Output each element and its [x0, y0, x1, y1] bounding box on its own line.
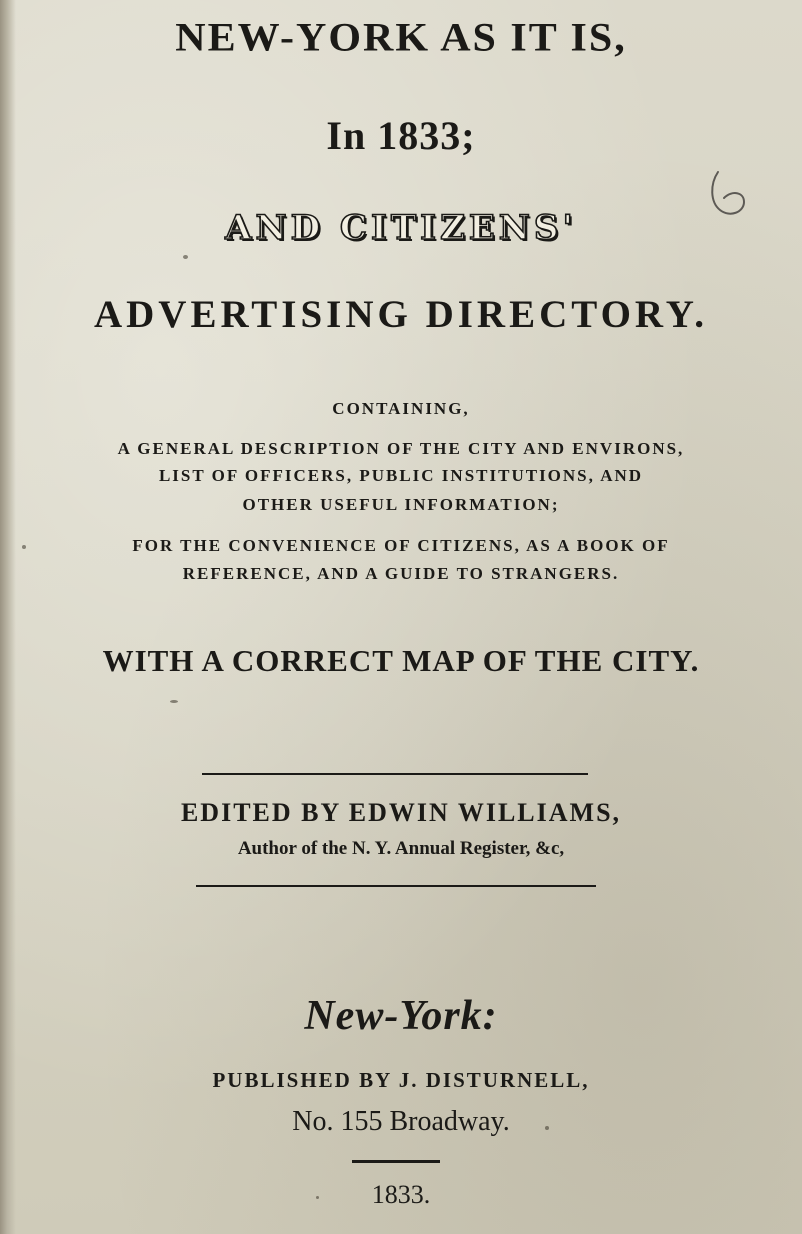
divider-rule	[196, 885, 596, 887]
editor-line: EDITED BY EDWIN WILLIAMS,	[180, 798, 622, 827]
publication-date: 1833.	[371, 1180, 431, 1209]
map-line: WITH A CORRECT MAP OF THE CITY.	[102, 643, 700, 678]
place-of-publication: New-York:	[304, 993, 498, 1039]
description-line: OTHER USEFUL INFORMATION;	[242, 495, 560, 514]
paper-speck	[545, 1126, 549, 1130]
description-line: A GENERAL DESCRIPTION OF THE CITY AND ENVIRONS,	[117, 439, 685, 458]
short-rule	[352, 1160, 440, 1163]
description-line: FOR THE CONVENIENCE OF CITIZENS, AS A BOOK OF	[132, 536, 670, 555]
paper-speck	[183, 255, 188, 259]
publisher-address: No. 155 Broadway.	[292, 1106, 510, 1137]
paper-speck	[170, 700, 178, 703]
year-line: In 1833;	[326, 113, 476, 158]
divider-rule	[202, 773, 588, 775]
pencil-mark	[704, 168, 754, 224]
publisher-line: PUBLISHED BY J. DISTURNELL,	[212, 1068, 590, 1092]
spine-shadow	[0, 0, 16, 1234]
description-line: LIST OF OFFICERS, PUBLIC INSTITUTIONS, AND	[158, 466, 644, 485]
containing-label: CONTAINING,	[332, 399, 470, 418]
editor-credit: Author of the N. Y. Annual Register, &c,	[237, 838, 565, 859]
book-title: NEW-YORK AS IT IS,	[175, 16, 627, 60]
subtitle: ADVERTISING DIRECTORY.	[93, 293, 709, 336]
description-line: REFERENCE, AND A GUIDE TO STRANGERS.	[182, 564, 620, 583]
paper-speck	[316, 1196, 319, 1199]
ornamental-line: AND CITIZENS'	[225, 208, 577, 248]
paper-speck	[22, 545, 26, 549]
